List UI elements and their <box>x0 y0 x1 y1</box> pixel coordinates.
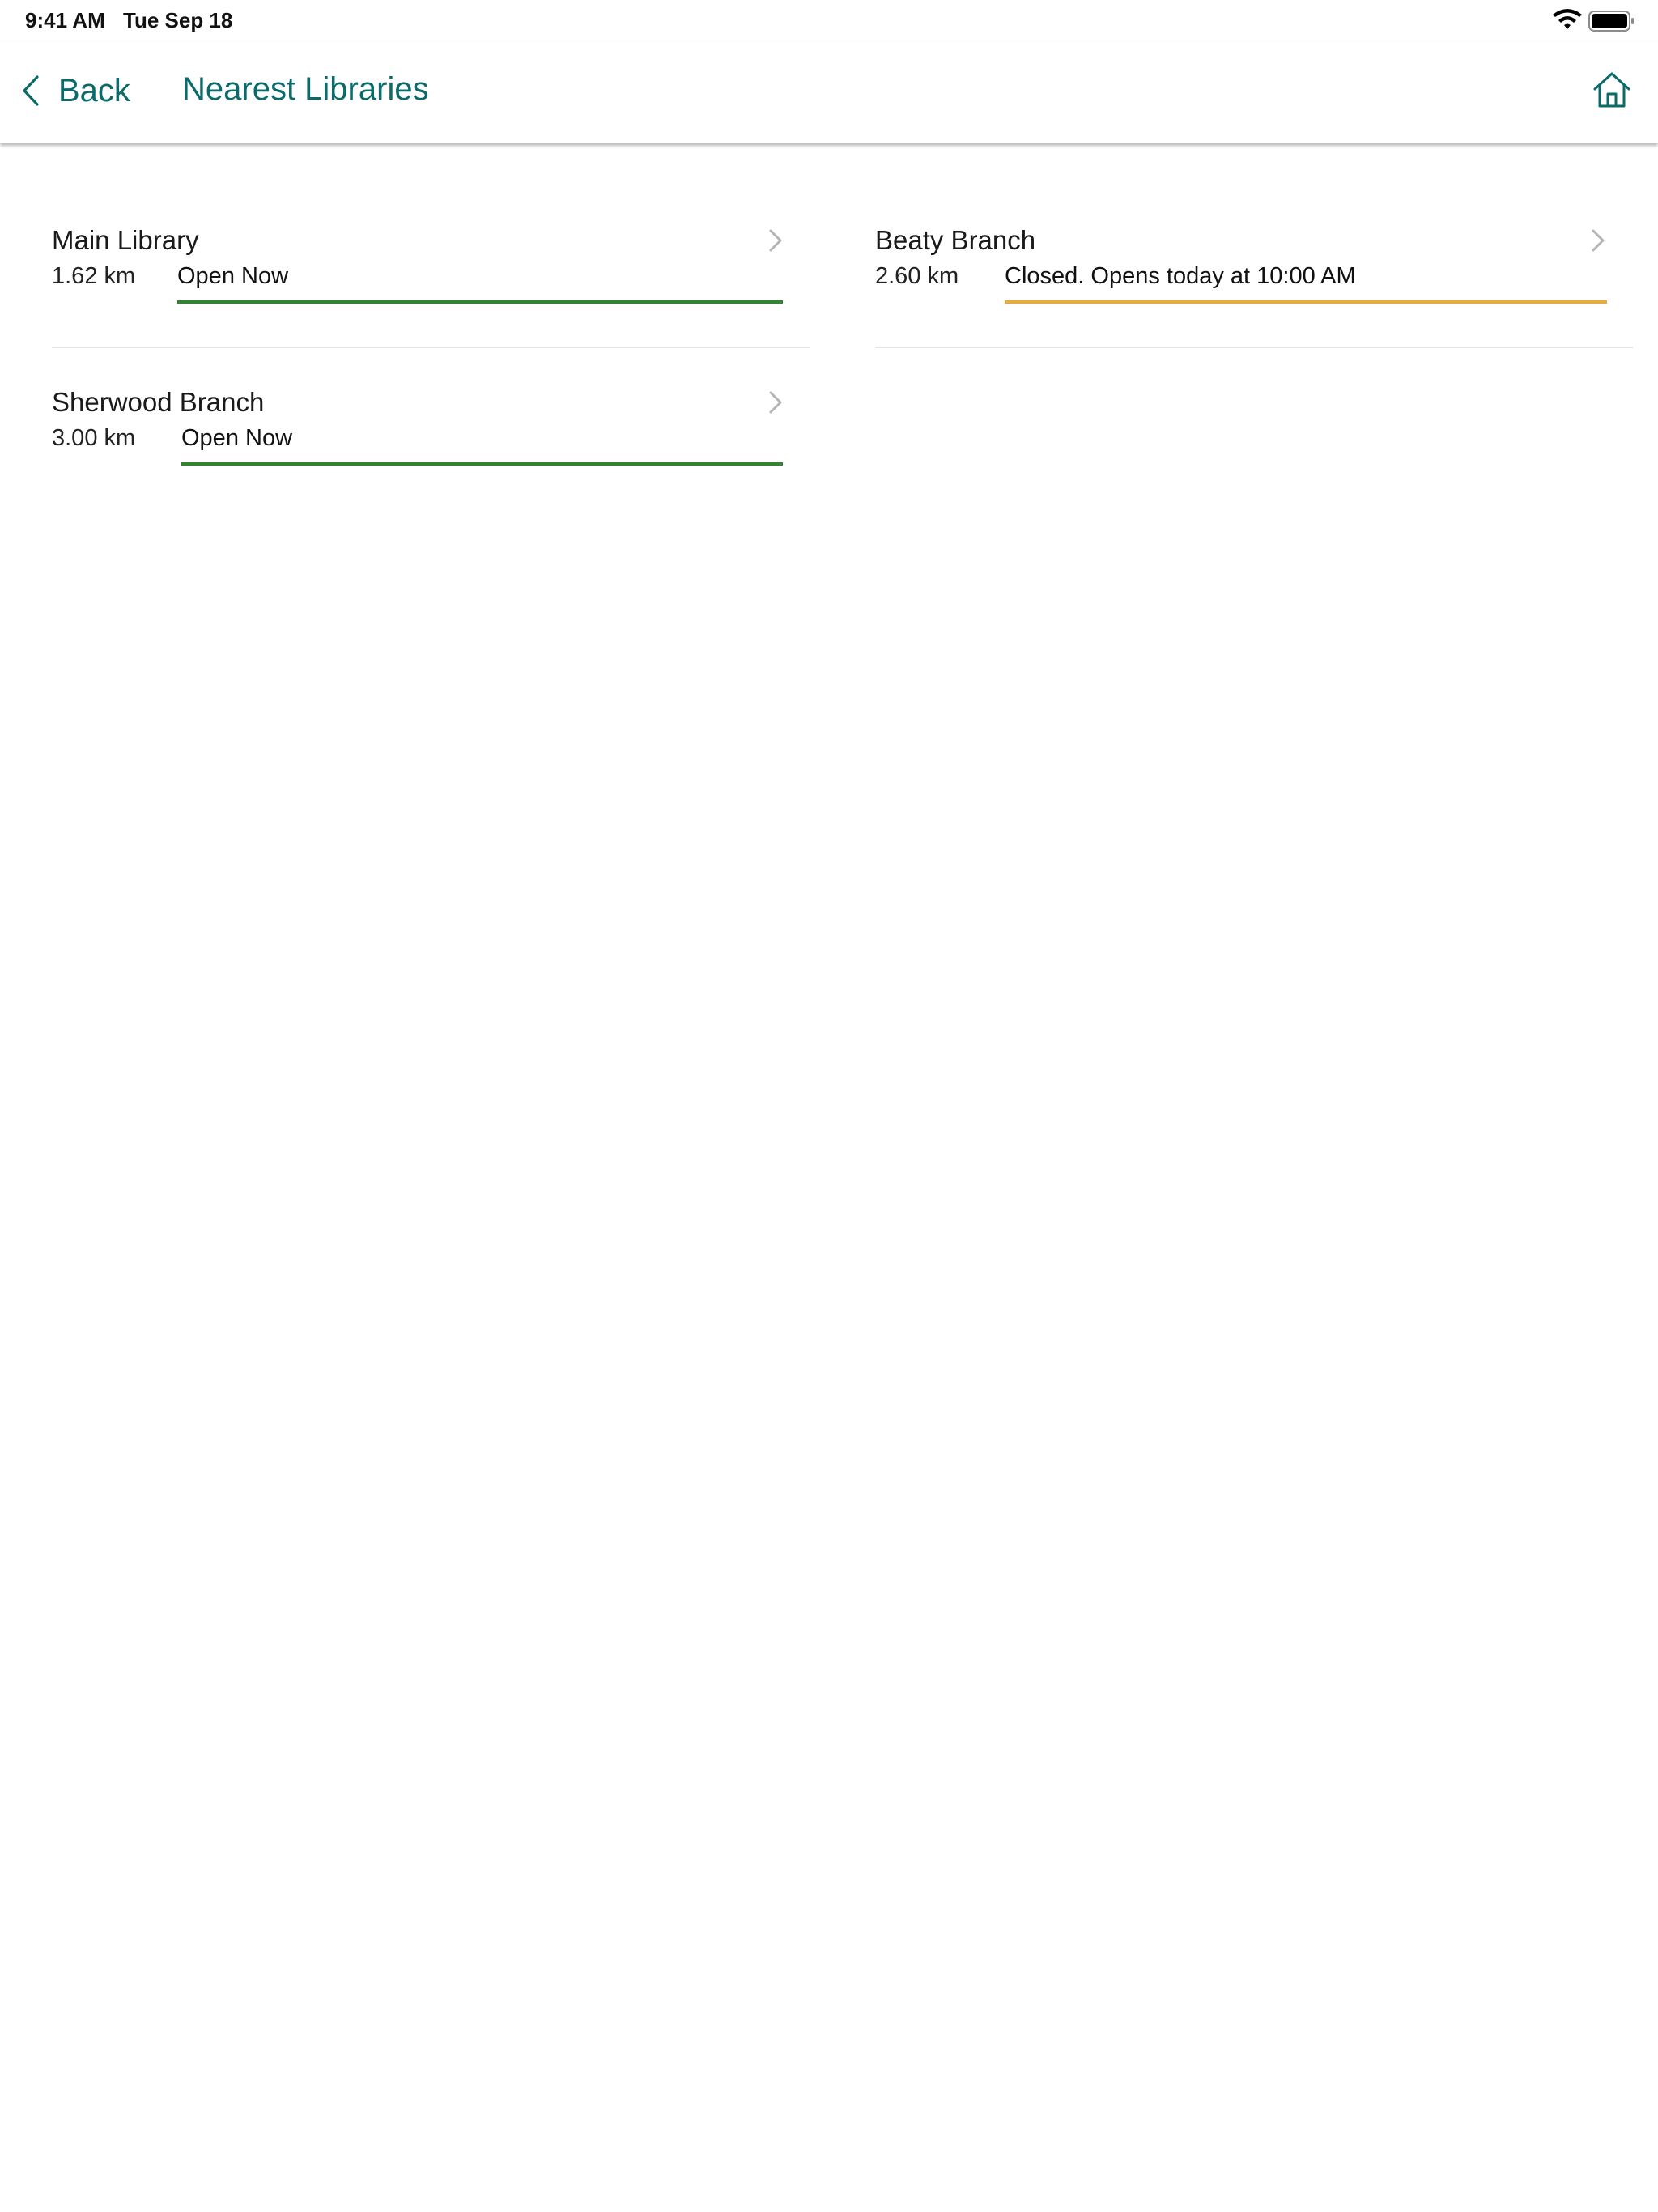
chevron-right-icon <box>1591 228 1605 253</box>
library-name: Beaty Branch <box>875 225 1036 255</box>
home-icon[interactable] <box>1592 70 1632 110</box>
chevron-left-icon <box>21 74 40 107</box>
wifi-icon <box>1551 8 1584 32</box>
navigation-bar <box>0 42 1658 143</box>
page-title: Nearest Libraries <box>182 71 429 107</box>
status-date: Tue Sep 18 <box>123 8 233 32</box>
library-status: Open Now <box>177 263 783 304</box>
battery-icon <box>1588 10 1635 32</box>
back-label: Back <box>58 72 130 108</box>
library-distance: 2.60 km <box>875 263 959 289</box>
library-item-beaty-branch[interactable] <box>875 217 1633 348</box>
library-status: Closed. Opens today at 10:00 AM <box>1005 263 1607 304</box>
library-distance: 1.62 km <box>52 263 136 289</box>
library-item-sherwood-branch[interactable] <box>52 379 810 508</box>
chevron-right-icon <box>768 228 783 253</box>
status-time: 9:41 AM <box>25 8 105 32</box>
chevron-right-icon <box>768 390 783 415</box>
library-name: Main Library <box>52 225 199 255</box>
status-bar <box>0 0 1658 42</box>
library-name: Sherwood Branch <box>52 387 265 417</box>
library-status: Open Now <box>181 425 783 466</box>
library-item-main-library[interactable] <box>52 217 810 348</box>
back-button[interactable] <box>21 66 130 115</box>
library-distance: 3.00 km <box>52 425 136 451</box>
